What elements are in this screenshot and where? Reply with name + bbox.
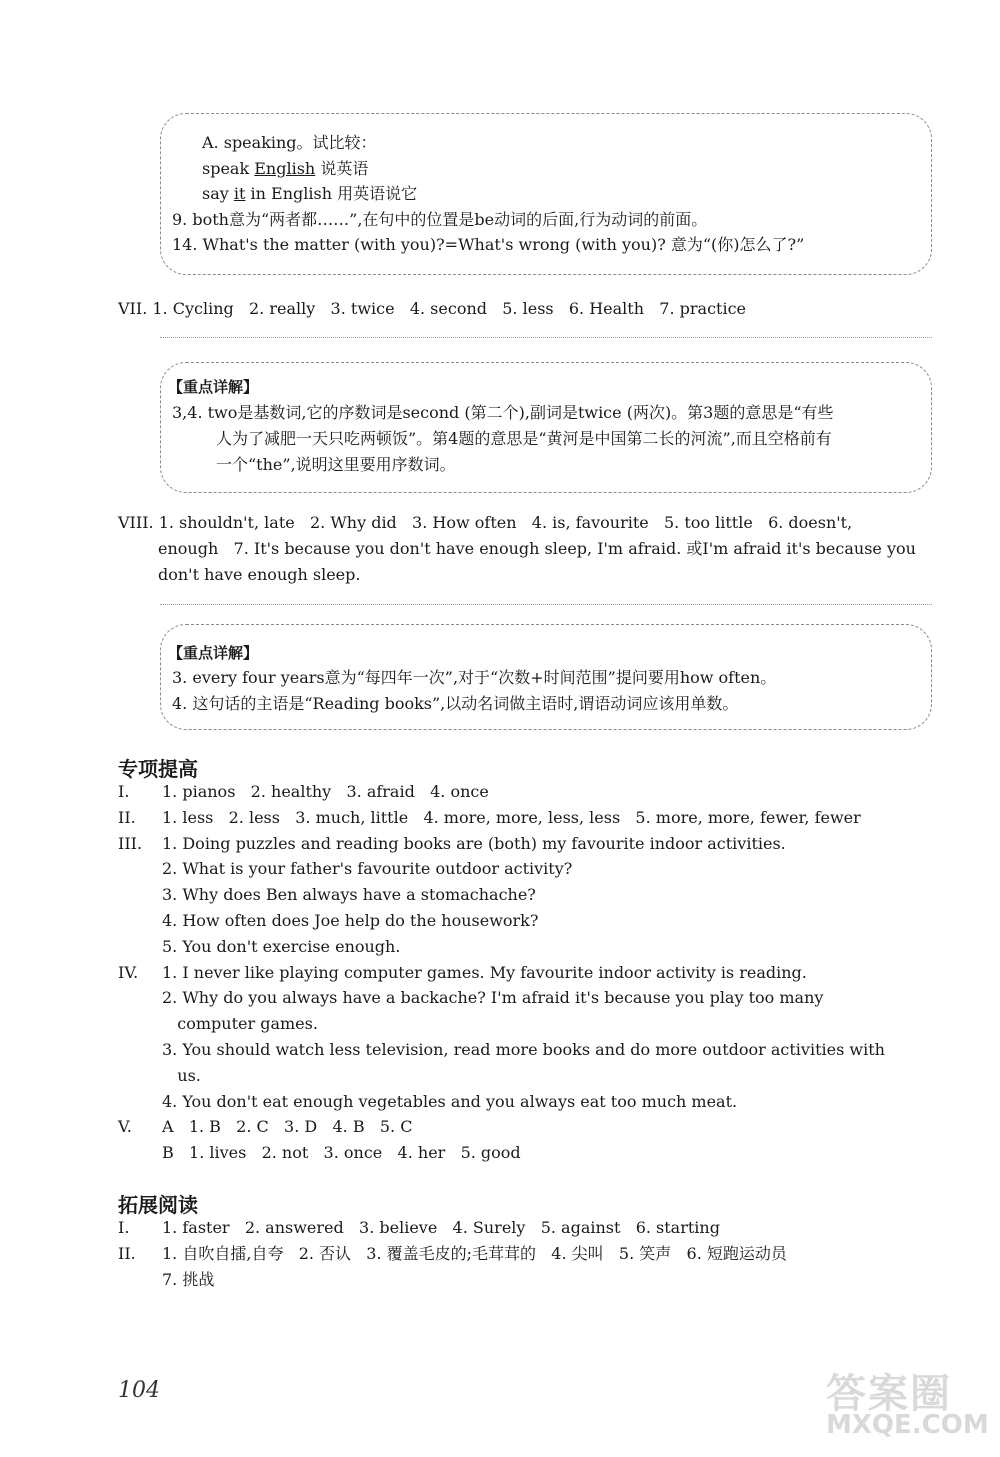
item-answer: 2. What is your father's favourite outdoor activity? bbox=[162, 859, 573, 879]
item-answer: 1. 自吹自擂,自夸 2. 否认 3. 覆盖毛皮的;毛茸茸的 4. 尖叫 5. 笑声 6. 短跑运动员 bbox=[162, 1243, 787, 1263]
watermark-logo: 答案圈 bbox=[826, 1371, 952, 1417]
example-underlined: English bbox=[254, 159, 316, 178]
note-example-2 bbox=[202, 183, 417, 205]
item-answer: 2. Why do you always have a backache? I'm afraid it's because you play too many bbox=[162, 988, 824, 1008]
section-heading: 拓展阅读 bbox=[118, 1193, 198, 1217]
section-heading: 专项提高 bbox=[118, 757, 198, 781]
item-answer: 7. 挑战 bbox=[162, 1269, 215, 1289]
item-answer: 1. I never like playing computer games. My favourite indoor activity is reading. bbox=[162, 962, 807, 982]
item-number: III. bbox=[118, 833, 143, 853]
example-text: in English 用英语说它 bbox=[245, 184, 418, 203]
item-answer: 4. How often does Joe help do the housework? bbox=[162, 911, 539, 930]
item-number: I. bbox=[118, 782, 130, 801]
example-underlined: it bbox=[233, 184, 246, 203]
item-answer: 1. less 2. less 3. much, little 4. more, more, less, less 5. more, more, fewer, fewer bbox=[162, 807, 861, 827]
answer-section-viii: don't have enough sleep. bbox=[158, 565, 361, 584]
item-number: II. bbox=[118, 1243, 136, 1263]
example-text: speak bbox=[202, 159, 255, 178]
answer-section-viii: enough 7. It's because you don't have enough sleep, I'm afraid. 或I'm afraid it's because you bbox=[158, 539, 916, 558]
item-answer: 5. You don't exercise enough. bbox=[162, 936, 401, 956]
item-answer: 1. pianos 2. healthy 3. afraid 4. once bbox=[162, 782, 489, 801]
answer-section-vii: VII. 1. Cycling 2. really 3. twice 4. second 5. less 6. Health 7. practice bbox=[118, 299, 747, 318]
item-answer: 1. faster 2. answered 3. believe 4. Surely 5. against 6. starting bbox=[162, 1218, 720, 1237]
item-number: I. bbox=[118, 1218, 130, 1237]
note-tag: 【重点详解】 bbox=[168, 644, 259, 662]
watermark-url: MXQE.COM bbox=[826, 1410, 989, 1440]
note-line: 14. What's the matter (with you)?=What's wrong (with you)? 意为“(你)怎么了?” bbox=[172, 235, 805, 254]
note-line: A. speaking。试比较： bbox=[202, 133, 377, 152]
note-example-1 bbox=[202, 158, 368, 180]
section-divider bbox=[160, 337, 932, 338]
item-answer: us. bbox=[162, 1065, 201, 1085]
example-text: 说英语 bbox=[315, 159, 369, 178]
item-number: V. bbox=[118, 1117, 132, 1137]
note-line: 一个“the”,说明这里要用序数词。 bbox=[216, 455, 456, 474]
note-line: 3. every four years意为“每四年一次”,对于“次数+时间范围”提问要用how often。 bbox=[172, 668, 777, 687]
example-text: say bbox=[202, 184, 234, 203]
answer-section-viii: VIII. 1. shouldn't, late 2. Why did 3. How often 4. is, favourite 5. too little 6. doesn't, bbox=[118, 513, 853, 532]
note-line: 4. 这句话的主语是“Reading books”,以动名词做主语时,谓语动词应该用单数。 bbox=[172, 694, 739, 713]
item-answer: 3. You should watch less television, read more books and do more outdoor activities with bbox=[162, 1040, 885, 1059]
item-answer: A 1. B 2. C 3. D 4. B 5. C bbox=[162, 1117, 413, 1137]
item-number: IV. bbox=[118, 962, 139, 982]
item-answer: 1. Doing puzzles and reading books are (both) my favourite indoor activities. bbox=[162, 833, 786, 853]
section-divider bbox=[160, 604, 932, 605]
note-line: 9. both意为“两者都……”,在句中的位置是be动词的后面,行为动词的前面。 bbox=[172, 210, 708, 229]
page-number: 104 bbox=[118, 1378, 160, 1403]
note-line: 人为了减肥一天只吃两顿饭”。第4题的意思是“黄河是中国第二长的河流”,而且空格前有 bbox=[216, 429, 832, 448]
item-answer: 3. Why does Ben always have a stomachache? bbox=[162, 885, 536, 905]
item-answer: B 1. lives 2. not 3. once 4. her 5. good bbox=[162, 1143, 521, 1163]
item-answer: 4. You don't eat enough vegetables and you always eat too much meat. bbox=[162, 1091, 738, 1111]
item-number: II. bbox=[118, 807, 136, 827]
note-line: 3,4. two是基数词,它的序数词是second (第二个),副词是twice (两次)。第3题的意思是“有些 bbox=[172, 403, 834, 422]
item-answer: computer games. bbox=[162, 1014, 318, 1034]
note-tag: 【重点详解】 bbox=[168, 378, 259, 396]
